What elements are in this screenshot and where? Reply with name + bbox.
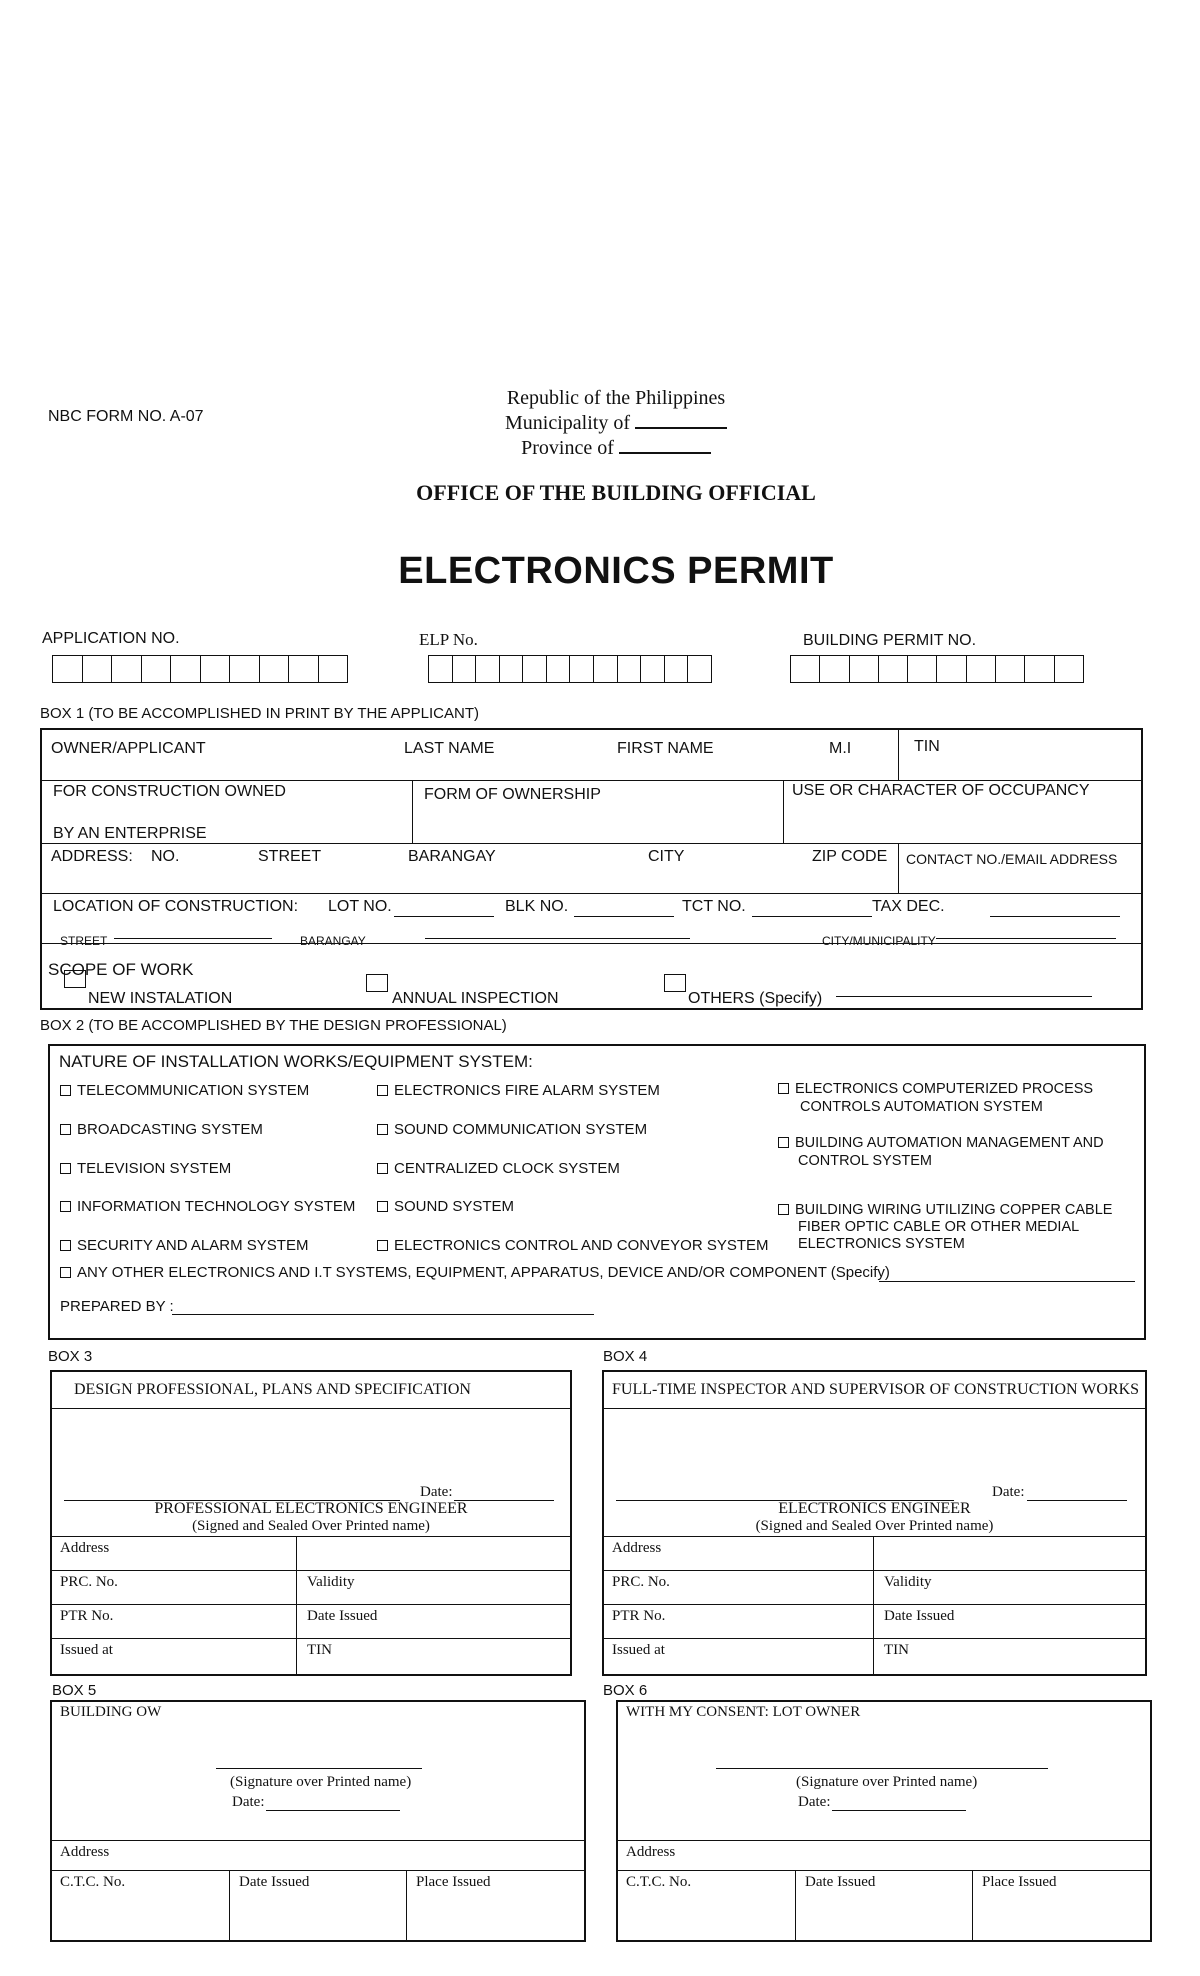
others-checkbox[interactable] — [664, 974, 686, 992]
option-fire-alarm[interactable]: ELECTRONICS FIRE ALARM SYSTEM — [377, 1082, 660, 1099]
prepared-by-label: PREPARED BY : — [60, 1298, 174, 1315]
address-label: ADDRESS: — [51, 848, 133, 865]
option-information-technology[interactable]: INFORMATION TECHNOLOGY SYSTEM — [60, 1198, 355, 1215]
elp-no-label: ELP No. — [419, 630, 478, 649]
box5-signature-line[interactable] — [216, 1768, 422, 1769]
first-name-label: FIRST NAME — [617, 740, 714, 757]
contact-label: CONTACT NO./EMAIL ADDRESS — [906, 851, 1118, 867]
box6-date-issued-label: Date Issued — [805, 1874, 876, 1890]
box3-issued-at-label: Issued at — [60, 1642, 113, 1658]
option-telecommunication[interactable]: TELECOMMUNICATION SYSTEM — [60, 1082, 309, 1099]
checkbox[interactable] — [778, 1137, 789, 1148]
option-centralized-clock[interactable]: CENTRALIZED CLOCK SYSTEM — [377, 1160, 620, 1177]
box4-validity-label: Validity — [884, 1574, 932, 1590]
box4-tin-label: TIN — [884, 1642, 909, 1658]
address-street-label: STREET — [258, 848, 322, 865]
box6-date-label: Date: — [798, 1794, 831, 1810]
box2-caption: BOX 2 (TO BE ACCOMPLISHED BY THE DESIGN PROFESSIONAL) — [40, 1017, 507, 1034]
box4-signed-note: (Signed and Sealed Over Printed name) — [755, 1518, 994, 1534]
location-barangay-label: BARANGAY — [300, 934, 366, 948]
checkbox[interactable] — [60, 1240, 71, 1251]
lot-no-label: LOT NO. — [328, 898, 392, 915]
option-other-systems[interactable]: ANY OTHER ELECTRONICS AND I.T SYSTEMS, EQUIPMENT, APPARATUS, DEVICE AND/OR COMPONENT (Specify) — [60, 1264, 890, 1281]
application-no-label: APPLICATION NO. — [42, 630, 180, 647]
box4-date-issued-label: Date Issued — [884, 1608, 955, 1624]
box5-date-field[interactable] — [266, 1810, 400, 1811]
box1-caption: BOX 1 (TO BE ACCOMPLISHED IN PRINT BY THE APPLICANT) — [40, 705, 480, 722]
box4-heading: FULL-TIME INSPECTOR AND SUPERVISOR OF CONSTRUCTION WORKS — [612, 1381, 1140, 1398]
form-number: NBC FORM NO. A-07 — [48, 408, 204, 425]
other-systems-specify-field[interactable] — [879, 1281, 1135, 1282]
checkbox[interactable] — [377, 1240, 388, 1251]
building-permit-no-label: BUILDING PERMIT NO. — [803, 632, 977, 649]
box6-caption: BOX 6 — [603, 1682, 648, 1699]
option-building-wiring[interactable]: BUILDING WIRING UTILIZING COPPER CABLE FIBER OPTIC CABLE OR OTHER MEDIAL ELECTRONICS SYSTEM — [778, 1202, 1112, 1253]
prepared-by-field[interactable] — [172, 1314, 594, 1315]
location-street-label: STREET — [60, 934, 108, 948]
header-block — [0, 386, 1200, 461]
others-label: OTHERS (Specify) — [688, 990, 823, 1007]
lot-no-field[interactable] — [394, 916, 494, 917]
annual-inspection-checkbox[interactable] — [366, 974, 388, 992]
option-computerized-process[interactable]: ELECTRONICS COMPUTERIZED PROCESS CONTROLS AUTOMATION SYSTEM — [778, 1080, 1093, 1116]
box4-ptr-label: PTR No. — [612, 1608, 666, 1624]
page-title: ELECTRONICS PERMIT — [398, 550, 834, 592]
checkbox[interactable] — [778, 1204, 789, 1215]
municipality-line: Municipality of — [0, 411, 1200, 436]
tct-no-field[interactable] — [752, 916, 872, 917]
box4-issued-at-label: Issued at — [612, 1642, 665, 1658]
location-barangay-field[interactable] — [425, 938, 690, 939]
box5-ctc-label: C.T.C. No. — [60, 1874, 126, 1890]
box3-signed-note: (Signed and Sealed Over Printed name) — [192, 1518, 430, 1534]
blk-no-label: BLK NO. — [505, 898, 569, 915]
box6-date-field[interactable] — [832, 1810, 966, 1811]
box6-address-label: Address — [626, 1844, 676, 1860]
annual-inspection-label: ANNUAL INSPECTION — [392, 990, 559, 1007]
location-label: LOCATION OF CONSTRUCTION: — [53, 898, 299, 915]
checkbox[interactable] — [60, 1201, 71, 1212]
by-enterprise-label: BY AN ENTERPRISE — [53, 825, 207, 842]
zip-code-label: ZIP CODE — [812, 848, 888, 865]
province-line: Province of — [0, 436, 1200, 461]
box6-ctc-label: C.T.C. No. — [626, 1874, 692, 1890]
option-broadcasting[interactable]: BROADCASTING SYSTEM — [60, 1121, 263, 1138]
form-of-ownership-label: FORM OF OWNERSHIP — [424, 786, 601, 803]
location-street-field[interactable] — [114, 938, 272, 939]
scope-of-work-label: SCOPE OF WORK — [48, 960, 194, 979]
box6-heading: WITH MY CONSENT: LOT OWNER — [626, 1704, 861, 1720]
box3-validity-label: Validity — [307, 1574, 355, 1590]
checkbox[interactable] — [377, 1124, 388, 1135]
checkbox[interactable] — [377, 1085, 388, 1096]
box4-caption: BOX 4 — [603, 1348, 648, 1365]
tin-label: TIN — [914, 738, 940, 755]
construction-owned-label: FOR CONSTRUCTION OWNED — [53, 783, 286, 800]
others-specify-field[interactable] — [836, 996, 1092, 997]
checkbox[interactable] — [60, 1267, 71, 1278]
last-name-label: LAST NAME — [404, 740, 495, 757]
box4-address-label: Address — [612, 1540, 662, 1556]
box5-date-label: Date: — [232, 1794, 265, 1810]
tax-dec-field[interactable] — [990, 916, 1120, 917]
box6-place-issued-label: Place Issued — [982, 1874, 1057, 1890]
use-of-occupancy-label: USE OR CHARACTER OF OCCUPANCY — [792, 782, 1090, 799]
checkbox[interactable] — [778, 1083, 789, 1094]
box6-signature-label: (Signature over Printed name) — [796, 1774, 978, 1790]
address-no-label: NO. — [151, 848, 180, 865]
nature-heading: NATURE OF INSTALLATION WORKS/EQUIPMENT SYSTEM: — [59, 1052, 533, 1071]
box5 — [50, 1700, 586, 1942]
box5-heading: BUILDING OW — [60, 1704, 162, 1720]
box5-signature-label: (Signature over Printed name) — [230, 1774, 412, 1790]
option-sound-system[interactable]: SOUND SYSTEM — [377, 1198, 514, 1215]
box5-place-issued-label: Place Issued — [416, 1874, 491, 1890]
box5-caption: BOX 5 — [52, 1682, 97, 1699]
checkbox[interactable] — [60, 1163, 71, 1174]
option-building-automation[interactable]: BUILDING AUTOMATION MANAGEMENT AND CONTROL SYSTEM — [778, 1134, 1104, 1170]
option-security-alarm[interactable]: SECURITY AND ALARM SYSTEM — [60, 1237, 308, 1254]
office-title: OFFICE OF THE BUILDING OFFICIAL — [416, 480, 816, 505]
box5-date-issued-label: Date Issued — [239, 1874, 310, 1890]
location-city-field[interactable] — [936, 938, 1116, 939]
new-installation-label: NEW INSTALATION — [88, 990, 233, 1007]
box3-ptr-label: PTR No. — [60, 1608, 114, 1624]
box3-tin-label: TIN — [307, 1642, 332, 1658]
box3-prc-label: PRC. No. — [60, 1574, 118, 1590]
checkbox[interactable] — [377, 1163, 388, 1174]
checkbox[interactable] — [60, 1085, 71, 1096]
elp-no-field[interactable] — [428, 655, 712, 683]
box3-heading: DESIGN PROFESSIONAL, PLANS AND SPECIFICATION — [74, 1381, 471, 1398]
box6 — [616, 1700, 1152, 1942]
box4-date-label: Date: — [992, 1484, 1025, 1500]
box5-address-label: Address — [60, 1844, 110, 1860]
option-television[interactable]: TELEVISION SYSTEM — [60, 1160, 231, 1177]
checkbox[interactable] — [377, 1201, 388, 1212]
republic-line: Republic of the Philippines — [506, 387, 726, 409]
box3-date-label: Date: — [420, 1484, 453, 1500]
option-sound-communication[interactable]: SOUND COMMUNICATION SYSTEM — [377, 1121, 647, 1138]
mi-label: M.I — [829, 740, 852, 757]
box3-role: PROFESSIONAL ELECTRONICS ENGINEER — [154, 1500, 468, 1517]
tax-dec-label: TAX DEC. — [872, 898, 945, 915]
address-city-label: CITY — [648, 848, 685, 865]
option-control-conveyor[interactable]: ELECTRONICS CONTROL AND CONVEYOR SYSTEM — [377, 1237, 769, 1254]
owner-applicant-label: OWNER/APPLICANT — [51, 740, 206, 757]
application-no-field[interactable] — [52, 655, 348, 683]
blk-no-field[interactable] — [574, 916, 674, 917]
box3-date-issued-label: Date Issued — [307, 1608, 378, 1624]
box1 — [40, 728, 1143, 1010]
building-permit-no-field[interactable] — [790, 655, 1084, 683]
tct-no-label: TCT NO. — [682, 898, 746, 915]
address-barangay-label: BARANGAY — [408, 848, 496, 865]
box4-role: ELECTRONICS ENGINEER — [778, 1500, 971, 1517]
box3-address-label: Address — [60, 1540, 110, 1556]
box3-caption: BOX 3 — [48, 1348, 93, 1365]
checkbox[interactable] — [60, 1124, 71, 1135]
location-city-label: CITY/MUNICIPALITY — [822, 934, 936, 948]
box4-prc-label: PRC. No. — [612, 1574, 670, 1590]
new-installation-checkbox[interactable] — [64, 970, 86, 988]
box6-signature-line[interactable] — [716, 1768, 1048, 1769]
